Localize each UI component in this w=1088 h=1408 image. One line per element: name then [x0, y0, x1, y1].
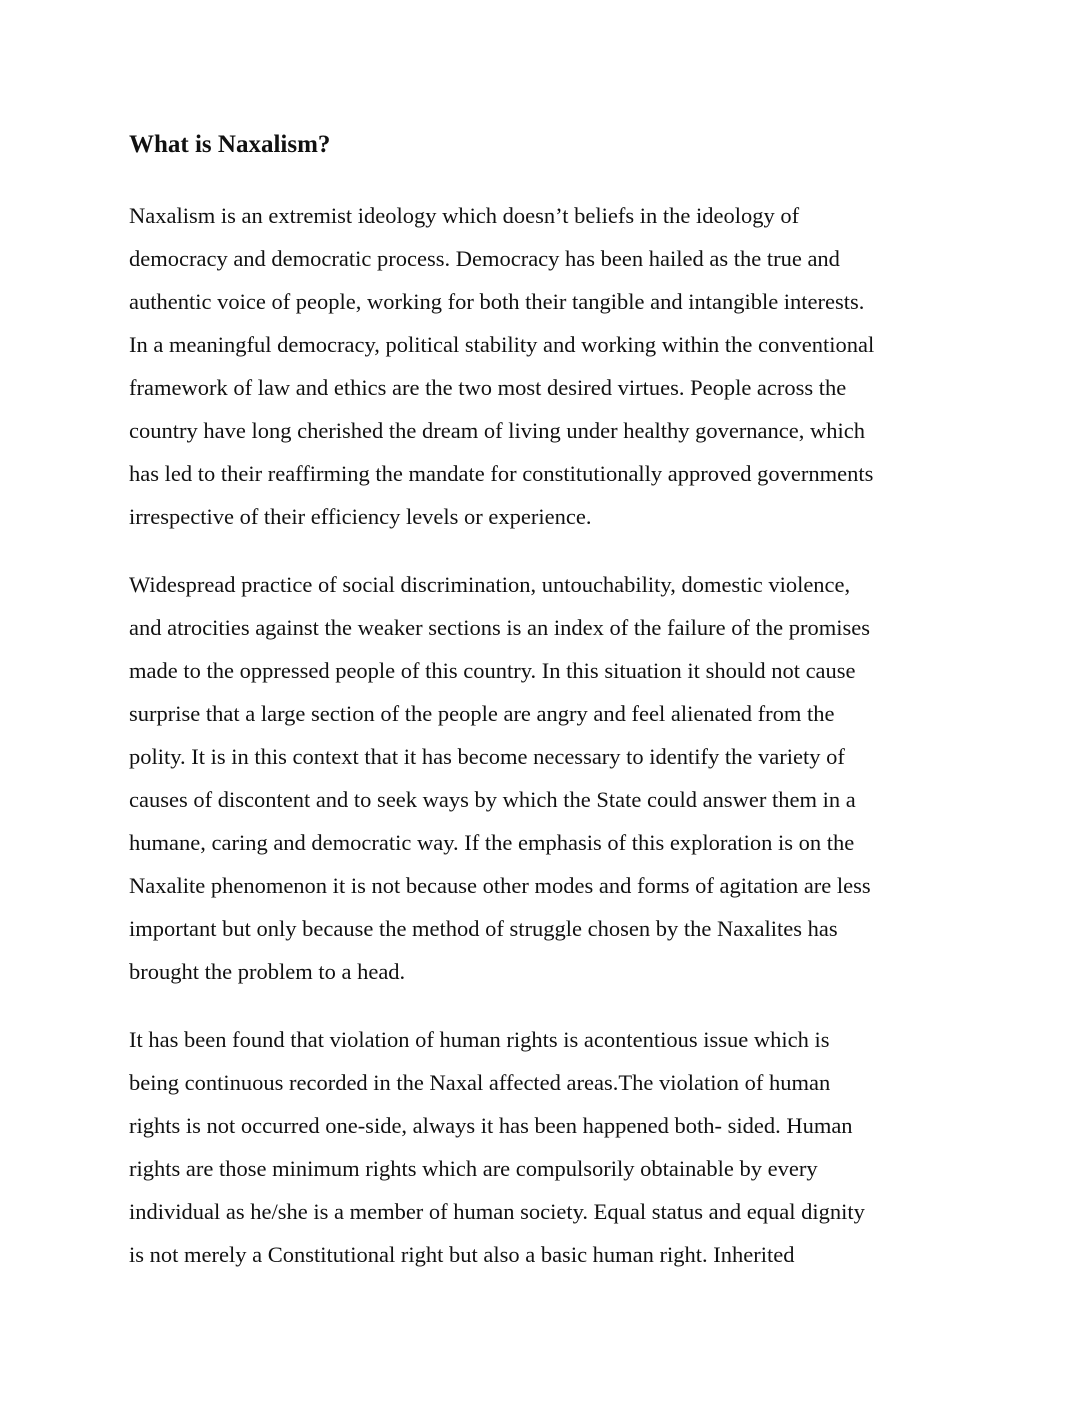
- text-line: being continuous recorded in the Naxal affected areas.The violation of human: [129, 1070, 831, 1095]
- text-line: country have long cherished the dream of living under healthy governance, which: [129, 418, 865, 443]
- text-line: democracy and democratic process. Democracy has been hailed as the true and: [129, 246, 840, 271]
- text-line: brought the problem to a head.: [129, 959, 406, 984]
- document-title: What is Naxalism?: [129, 131, 331, 158]
- text-line: individual as he/she is a member of human society. Equal status and equal dignity: [129, 1199, 865, 1224]
- text-line: Naxalite phenomenon it is not because other modes and forms of agitation are less: [129, 873, 871, 898]
- text-line: rights are those minimum rights which are compulsorily obtainable by every: [129, 1156, 818, 1181]
- paragraph-3: [129, 1018, 865, 1276]
- text-line: is not merely a Constitutional right but also a basic human right. Inherited: [129, 1242, 795, 1267]
- text-line: and atrocities against the weaker sections is an index of the failure of the promises: [129, 615, 871, 640]
- text-line: authentic voice of people, working for both their tangible and intangible interests.: [129, 289, 865, 314]
- text-line: Naxalism is an extremist ideology which doesn’t beliefs in the ideology of: [129, 203, 800, 228]
- text-line: has led to their reaffirming the mandate for constitutionally approved governments: [129, 461, 874, 486]
- text-line: Widespread practice of social discrimination, untouchability, domestic violence,: [129, 572, 851, 597]
- text-line: important but only because the method of struggle chosen by the Naxalites has: [129, 916, 838, 941]
- text-line: humane, caring and democratic way. If the emphasis of this exploration is on the: [129, 830, 855, 855]
- text-line: made to the oppressed people of this country. In this situation it should not cause: [129, 658, 856, 683]
- text-line: irrespective of their efficiency levels or experience.: [129, 504, 592, 529]
- text-line: rights is not occurred one-side, always it has been happened both- sided. Human: [129, 1113, 853, 1138]
- paragraph-1: [129, 194, 874, 538]
- text-line: It has been found that violation of human rights is acontentious issue which is: [129, 1027, 830, 1052]
- paragraph-2: [129, 563, 871, 993]
- text-line: framework of law and ethics are the two most desired virtues. People across the: [129, 375, 847, 400]
- text-line: In a meaningful democracy, political stability and working within the conventional: [129, 332, 875, 357]
- text-line: surprise that a large section of the people are angry and feel alienated from the: [129, 701, 835, 726]
- text-line: polity. It is in this context that it has become necessary to identify the variety of: [129, 744, 845, 769]
- text-line: causes of discontent and to seek ways by which the State could answer them in a: [129, 787, 856, 812]
